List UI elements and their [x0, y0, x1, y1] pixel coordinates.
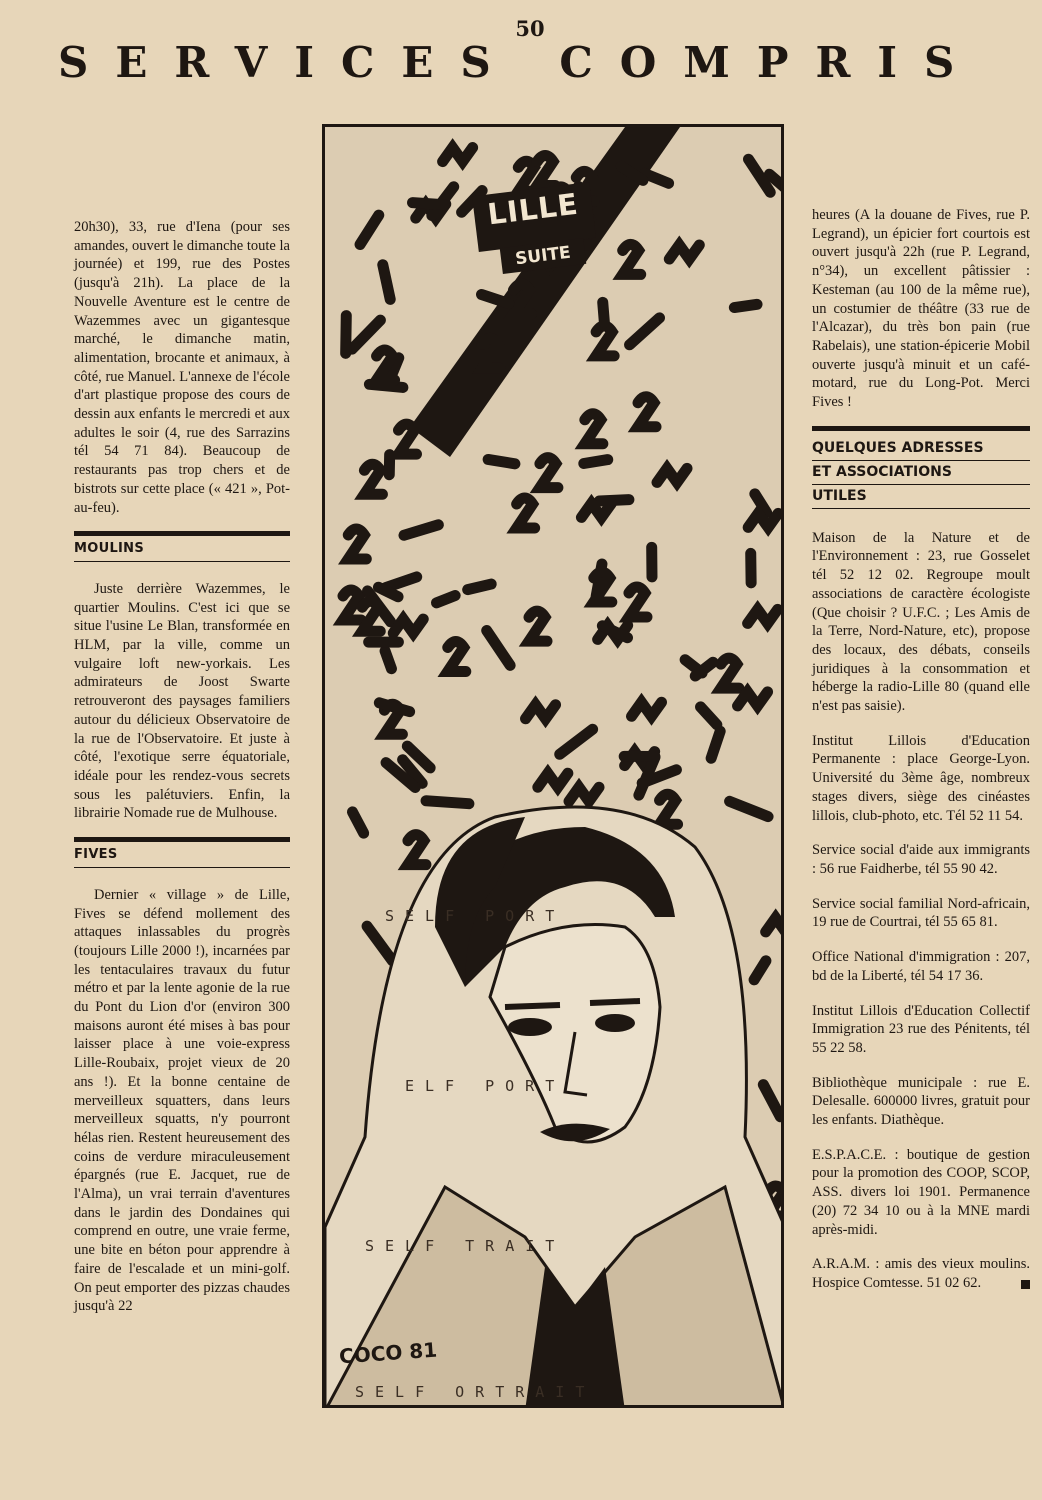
- graffiti-mark: [426, 801, 469, 804]
- heading-line: ET ASSOCIATIONS: [812, 461, 1030, 485]
- graffiti-mark: [393, 619, 423, 633]
- graffiti-mark: [386, 577, 417, 588]
- continuation-paragraph: heures (A la douane de Fives, rue P. Legrand), un épicier fort courtois est ouvert jusqu'à 22h (rue P. Legrand, n°34), un excellent pâtissier : Kesteman (au 100 de la même rue), un costumier de théâtre (33 rue de l'Alcazar), du très bon pain (rue Rabelais), une station-épicerie Mobil ouverte jusqu'à minuit et un café-motard, rue du Long-Pot. Merci Fives !: [812, 207, 1030, 411]
- graffiti-mark: [711, 731, 720, 758]
- address-entry: Institut Lillois d'Education Collectif Immigration 23 rue des Pénitents, tél 55 22 58.: [812, 1002, 1030, 1056]
- left-eye: [508, 1018, 552, 1036]
- graffiti-mark: [367, 926, 392, 960]
- self-portrait-illustration: [322, 124, 784, 1408]
- graffiti-mark: [738, 692, 768, 706]
- page-number: 50: [515, 16, 545, 41]
- artist-signature: COCO 81: [338, 1337, 438, 1369]
- left-column: [74, 218, 290, 1316]
- graffiti-mark: [630, 318, 660, 345]
- section-heading-fives: FIVES: [74, 846, 290, 868]
- graffiti-mark: [632, 702, 662, 716]
- graffiti-mark: [540, 458, 558, 488]
- tag-subtitle: SUITE: [500, 238, 587, 274]
- graffiti-mark: [488, 459, 515, 463]
- graffiti-mark: [596, 326, 614, 356]
- graffiti-mark: [408, 835, 426, 865]
- graffiti-mark: [623, 244, 641, 274]
- graffiti-mark: [360, 215, 379, 244]
- graffiti-mark: [766, 918, 784, 932]
- address-entry: [812, 1255, 1030, 1292]
- address-entry: Bibliothèque municipale : rue E. Delesalle. 600000 livres, gratuit pour les enfants. Diathèque.: [812, 1074, 1030, 1129]
- address-entry: E.S.P.A.C.E. : boutique de gestion pour la promotion des COOP, SCOP, ASS. divers loi 1901. Permanence (20) 72 34 10 ou à la MNE mardi après-midi.: [812, 1146, 1030, 1238]
- graffiti-mark: [560, 729, 593, 754]
- graffiti-mark: [404, 525, 438, 535]
- graffiti-mark: [585, 414, 603, 444]
- graffiti-mark: [603, 302, 605, 322]
- graffiti-mark: [346, 316, 347, 354]
- heading-line: UTILES: [812, 485, 1030, 509]
- graffiti-mark: [436, 595, 455, 602]
- graffiti-mark: [348, 529, 366, 559]
- graffiti-mark: [629, 587, 647, 617]
- graffiti-mark: [443, 148, 473, 162]
- graffiti-mark: [581, 503, 611, 517]
- graffiti-mark: [517, 498, 535, 528]
- graffiti-mark: [763, 1085, 780, 1117]
- graffiti-mark: [638, 397, 656, 427]
- stamp-text: SELF PORT: [385, 907, 566, 925]
- graffiti-mark: [398, 424, 416, 454]
- address-entry: Institut Lillois d'Education Permanente : place George-Lyon. Université du 3ème âge, nombreux stages divers, siège des cinéastes lillois, club-photo, etc. Tél 52 11 54.: [812, 732, 1030, 824]
- address-entry: Service social familial Nord-africain, 19 rue de Courtrai, tél 55 65 81.: [812, 895, 1030, 931]
- graffiti-mark: [352, 812, 363, 833]
- graffiti-mark: [657, 468, 687, 482]
- graffiti-mark: [383, 265, 390, 300]
- end-of-article-mark: [1021, 1276, 1030, 1295]
- fives-paragraph: Dernier « village » de Lille, Fives se défend mollement des attaques inlassables du progrès (toujours Lille 2000 !), incarnées par les tentaculaires travaux du futur métro et par la lente agonie de la rue du Pont du Lion d'or (environ 300 maisons auront été mises à bas pour laisser place à une voie-express Lille-Roubaix, projet vieux de 20 ans !). Et la bonne centaine de merveilleux squatters, dans leurs merveilleux squatts, n'y pourront hélas rien. Restent heureusement des coins de verdure miraculeusement épargnés (rue E. Jacquet, rue de l'Alma), un vrai terrain d'aventures dans le jardin des Dondaines qui comprend en outre, une vraie ferme, une bite en béton pour apprendre à faire de l'escalade et un mini-golf. On peut emporter des pizzas chaudes jusqu'à 22: [74, 886, 290, 1315]
- address-entry: Maison de la Nature et de l'Environnement : 23, rue Gosselet tél 52 12 02. Regroupe moult associations de caractère écologiste (Que choisir ? U.F.C. ; Les Amis de la Terre, Nord-Nature, etc), propose des locaux, des débats, conseils juridiques à la consommation et héberge la radio-Lille 80 (quand elle n'est pas saisie).: [812, 529, 1030, 715]
- graffiti-mark: [660, 794, 678, 824]
- graffiti-mark: [721, 658, 739, 688]
- graffiti-mark: [487, 631, 510, 666]
- graffiti-mark: [730, 801, 768, 816]
- graffiti-mark: [754, 961, 766, 980]
- graffiti-mark: [526, 705, 556, 719]
- graffiti-mark: [385, 651, 391, 669]
- graffiti-mark: [538, 773, 568, 787]
- tag-title: LILLE: [485, 186, 581, 232]
- graffiti-mark: [529, 611, 547, 641]
- graffiti-mark: [748, 609, 778, 623]
- stamp-text: SELF ORTRAIT: [355, 1383, 596, 1401]
- section-rule: [812, 426, 1030, 431]
- right-eye: [595, 1014, 635, 1032]
- moulins-paragraph: Juste derrière Wazemmes, le quartier Moulins. C'est ici que se situe l'usine Le Blan, transformée en HLM, par la ville, comme un vulgaire loft new-yorkais. Les admirateurs de Joost Swarte retrouveront des paysages familiers autour du délicieux Observatoire de la rue de l'Observatoire. Et juste à côté, l'exotique serre équatoriale, idéale pour les rendez-vous secrets sous les palétuviers. Enfin, la librairie Nomade rue de Mulhouse.: [74, 580, 290, 822]
- section-heading-moulins: MOULINS: [74, 540, 290, 562]
- section-rule: [74, 837, 290, 842]
- graffiti-mark: [448, 641, 466, 671]
- graffiti-mark: [669, 245, 699, 259]
- right-column: [812, 206, 1030, 1295]
- graffiti-mark: [364, 464, 382, 494]
- entry-text: A.R.A.M. : amis des vieux moulins. Hospice Comtesse. 51 02 62.: [812, 1256, 1030, 1291]
- graffiti-drawing: [325, 127, 784, 1408]
- graffiti-mark: [468, 584, 492, 590]
- graffiti-mark: [734, 304, 757, 307]
- intro-paragraph: 20h30), 33, rue d'Iena (pour ses amandes, ouvert le dimanche toute la journée) et 199, rue des Postes (jusqu'à 21h). La place de la Nouvelle Aventure est le centre de Wazemmes avec un gigantesque marché, le dimanche matin, alimentation, brocante et animaux, à côté, rue Manuel. L'annexe de l'école d'art plastique propose des cours de dessin aux enfants le mercredi et aux adultes le soir (4, rue des Sarrazins tél 54 71 84). Beaucoup de restaurants pas trop chers et de bistrots sur cette place (« 421 », Pot-au-feu).: [74, 219, 290, 516]
- stamp-text: ELF PORT: [405, 1077, 566, 1095]
- graffiti-mark: [413, 203, 445, 205]
- graffiti-mark: [584, 460, 608, 464]
- graffiti-mark: [748, 513, 778, 527]
- address-entry: Service social d'aide aux immigrants : 56 rue Faidherbe, tél 55 90 42.: [812, 842, 1030, 877]
- portrait-face: [325, 807, 784, 1408]
- section-rule: [74, 531, 290, 536]
- heading-line: QUELQUES ADRESSES: [812, 437, 1030, 461]
- graffiti-mark: [701, 707, 717, 725]
- graffiti-mark: [377, 350, 395, 380]
- page-title: SERVICES COMPRIS: [58, 38, 982, 87]
- graffiti-mark: [569, 787, 599, 801]
- address-entry: Office National d'immigration : 207, bd de la Liberté, tél 54 17 36.: [812, 949, 1030, 984]
- addresses-heading: [812, 437, 1030, 509]
- stamp-text: SELF TRAIT: [365, 1237, 566, 1255]
- graffiti-mark: [537, 156, 555, 186]
- graffiti-mark: [352, 320, 380, 349]
